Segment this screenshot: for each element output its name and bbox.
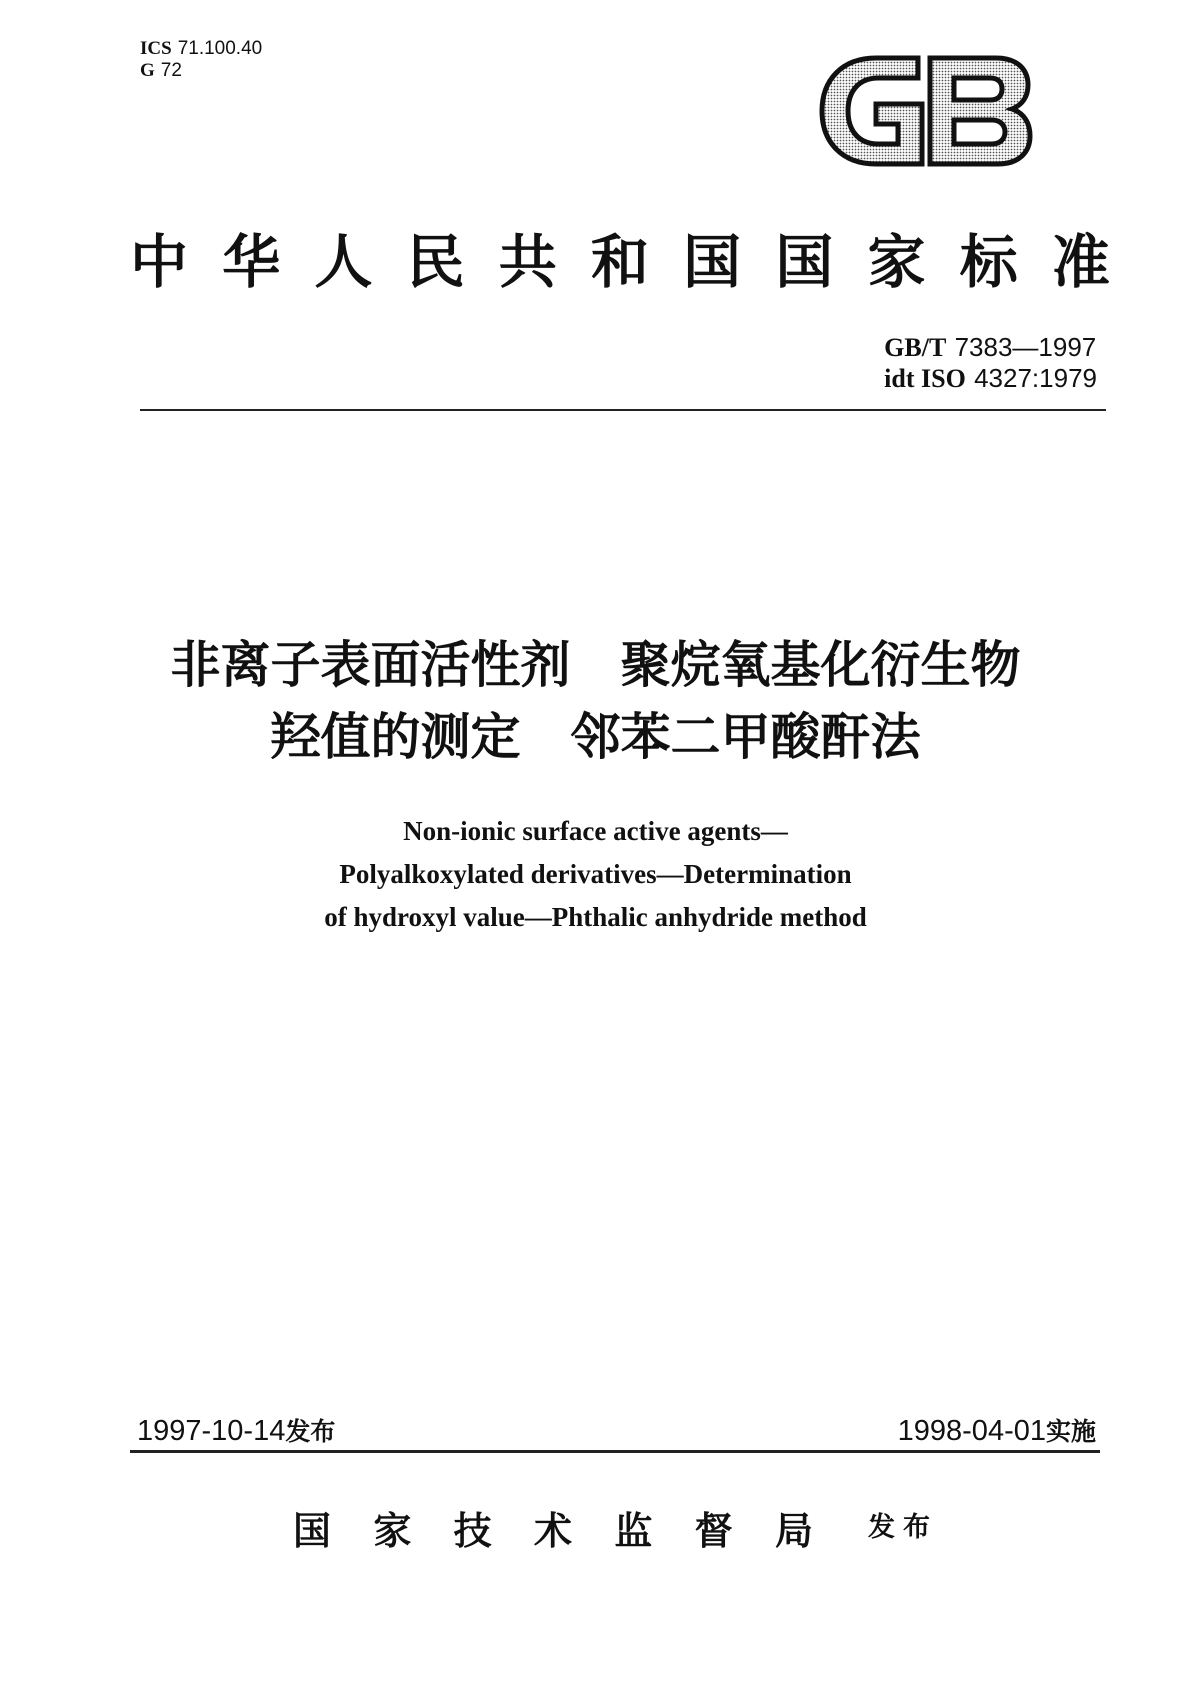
- logo-letter-g: [822, 58, 922, 164]
- publisher-char: 家: [373, 1508, 412, 1553]
- title-zh-line1: 非离子表面活性剂 聚烷氧基化衍生物: [170, 636, 1021, 694]
- heading-char: 国: [775, 228, 834, 296]
- publisher-char: 国: [293, 1508, 332, 1553]
- heading-char: 标: [959, 228, 1018, 296]
- logo-letter-b: [930, 58, 1030, 164]
- title-en-line1: Non-ionic surface active agents—: [403, 816, 788, 846]
- heading-char: 准: [1051, 228, 1110, 296]
- ccs-code: G 72: [140, 60, 182, 81]
- effective-date: 1998-04-01实施: [897, 1415, 1096, 1447]
- gb-logo: [818, 52, 1033, 170]
- heading-char: 家: [867, 228, 926, 296]
- heading-char: 共: [498, 228, 557, 296]
- heading-char: 华: [222, 228, 281, 296]
- heading-char: 中: [130, 228, 189, 296]
- publisher-name: [293, 1500, 813, 1555]
- publisher-action: 发布: [868, 1512, 938, 1543]
- title-en-line3: of hydroxyl value—Phthalic anhydride method: [324, 902, 867, 932]
- standard-number-block: [884, 332, 1097, 394]
- heading-char: 国: [683, 228, 742, 296]
- national-standard-heading: [130, 218, 1110, 296]
- publisher-char: 技: [453, 1508, 492, 1553]
- publisher-char: 监: [614, 1508, 653, 1553]
- heading-char: 人: [314, 228, 373, 296]
- publisher-char: 术: [533, 1508, 572, 1553]
- top-divider: [140, 409, 1106, 411]
- idt-reference: idt ISO 4327:1979: [884, 363, 1097, 393]
- title-zh-line2: 羟值的测定 邻苯二甲酸酐法: [270, 708, 921, 766]
- publisher-char: 督: [694, 1508, 733, 1553]
- heading-char: 和: [590, 228, 649, 296]
- classification-codes: [140, 38, 262, 82]
- heading-char: 民: [406, 228, 465, 296]
- standard-number: GB/T 7383—1997: [884, 332, 1097, 362]
- issue-date: 1997-10-14发布: [137, 1415, 336, 1447]
- title-en-line2: Polyalkoxylated derivatives—Determination: [339, 859, 852, 889]
- bottom-divider: [130, 1450, 1100, 1453]
- publisher-char: 局: [774, 1508, 813, 1553]
- ics-code: ICS 71.100.40: [140, 38, 263, 59]
